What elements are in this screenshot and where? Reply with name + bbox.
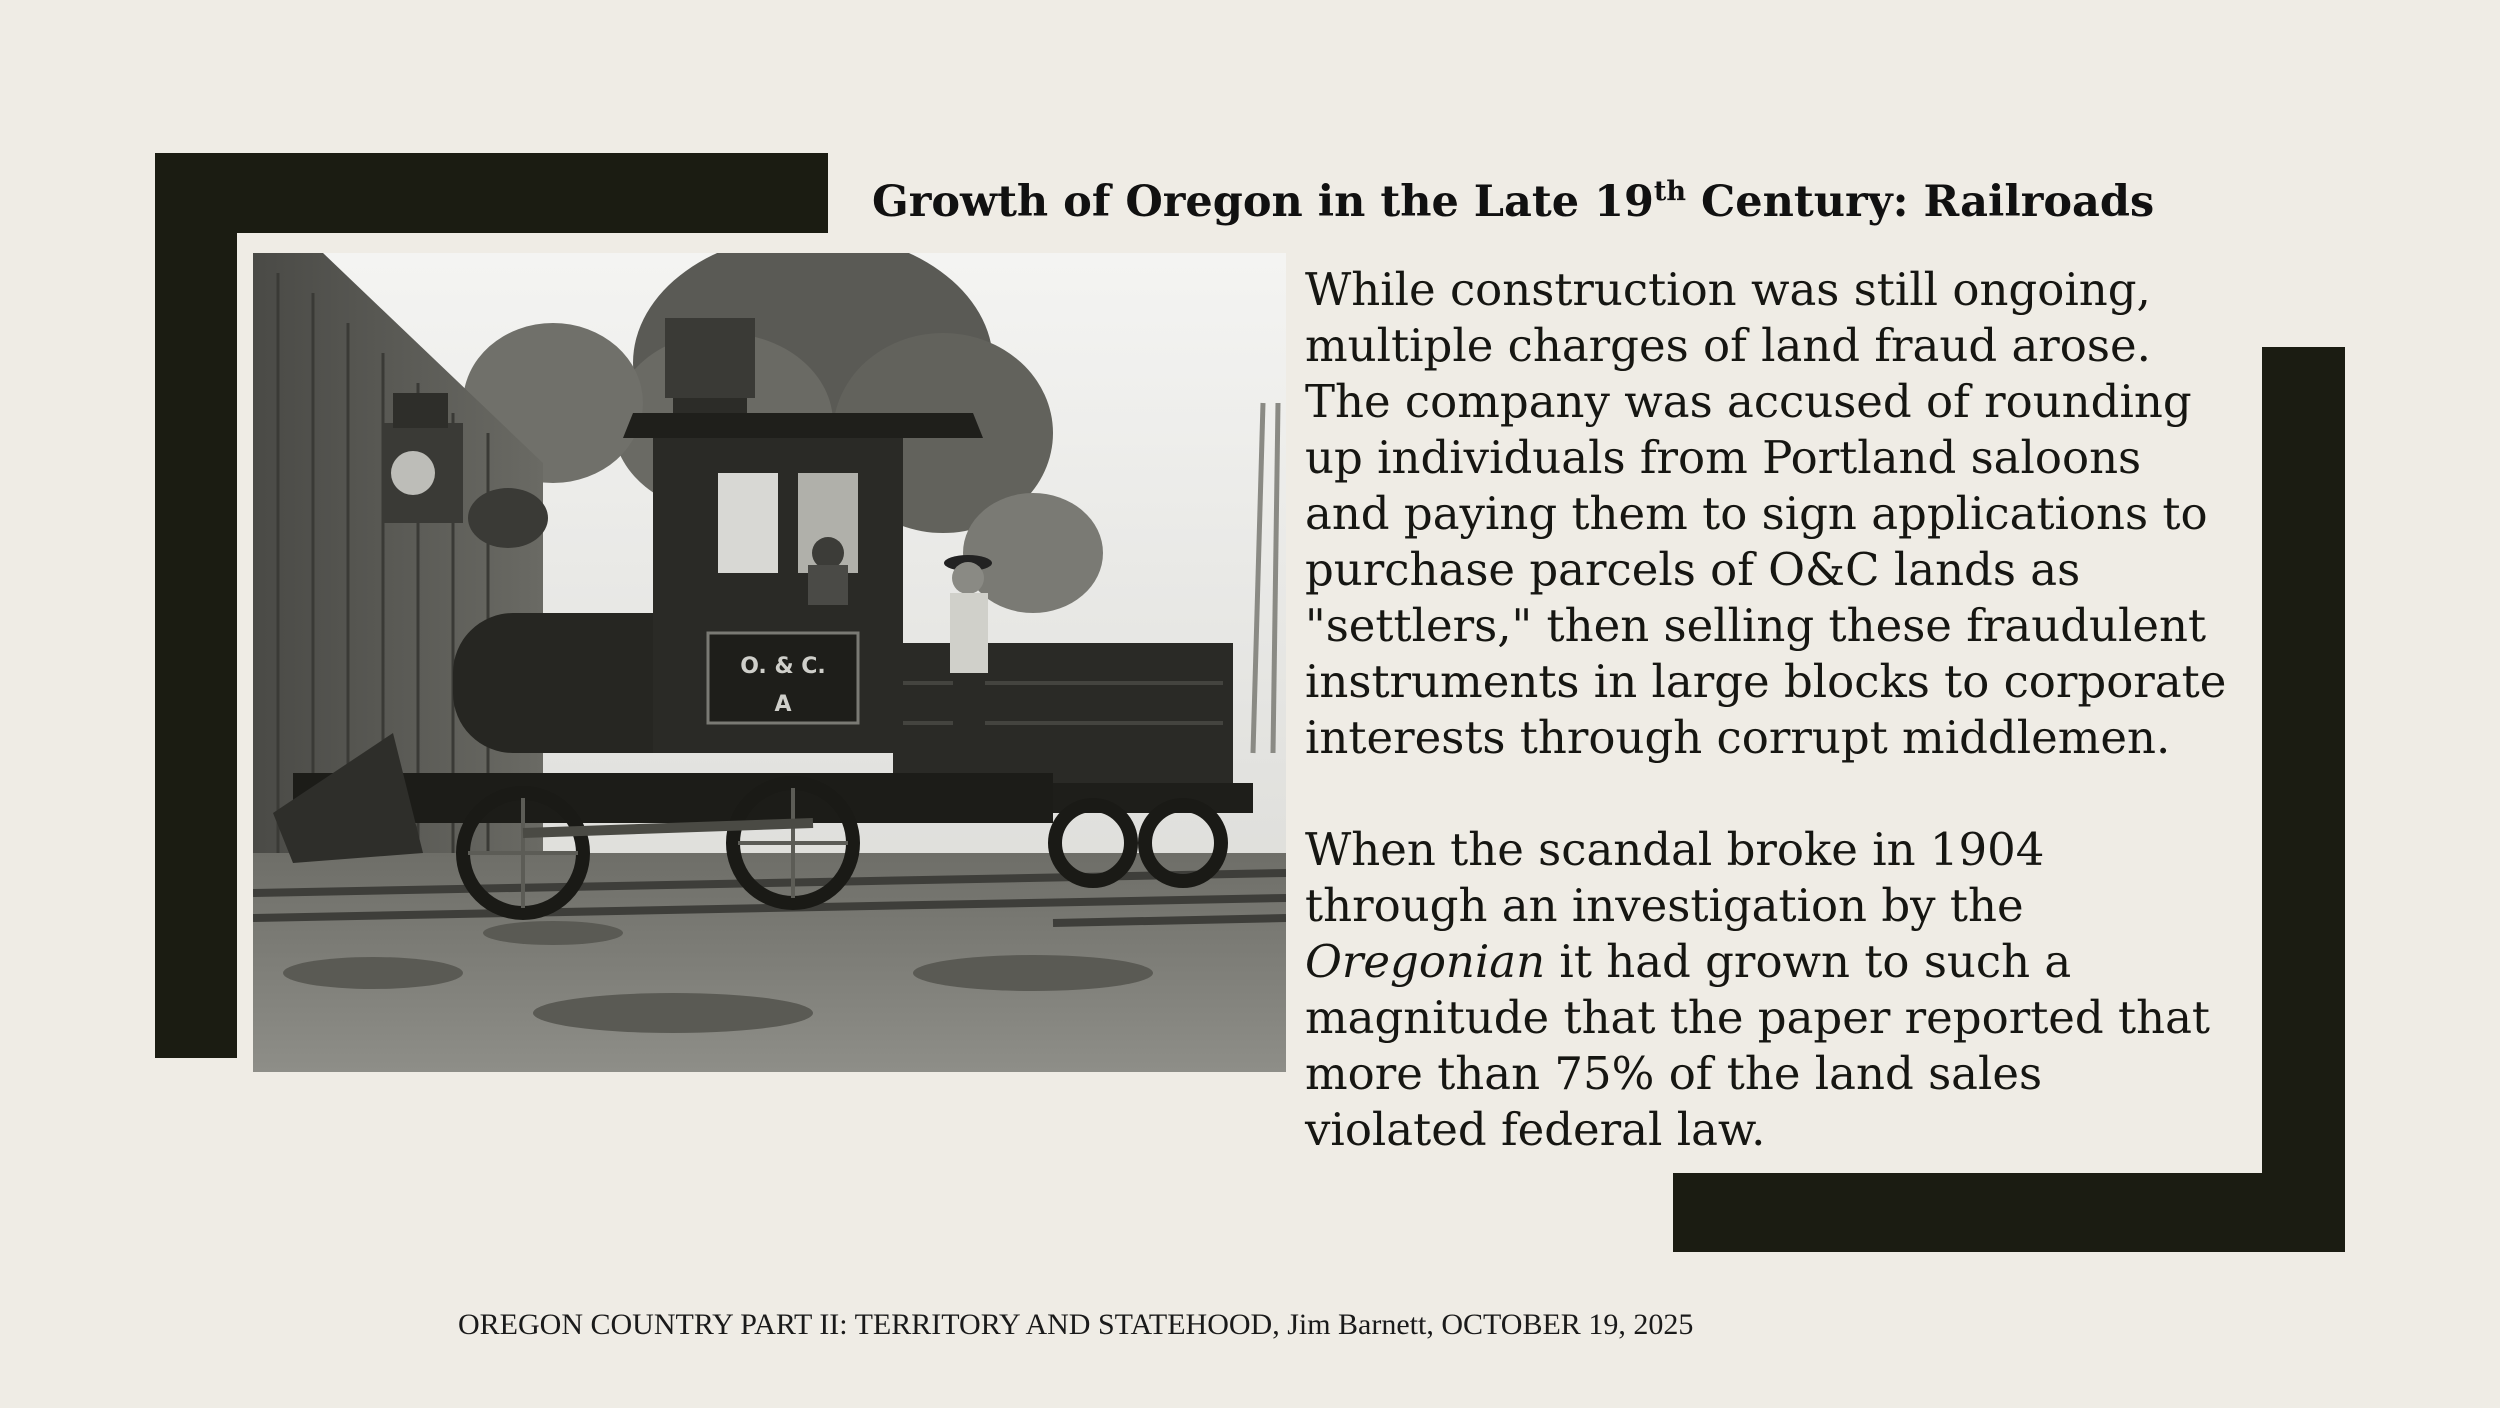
slide-footer: OREGON COUNTRY PART II: TERRITORY AND STATEHOOD, Jim Barnett, OCTOBER 19, 2025 (458, 1308, 1694, 1341)
decorative-bracket-top (155, 153, 828, 233)
paragraph-gap (1305, 766, 2255, 822)
text-line: more than 75% of the land sales (1305, 1047, 2043, 1100)
title-text-rest: Century: Railroads (1686, 177, 2155, 227)
text-line: While construction was still ongoing, (1305, 263, 2151, 316)
cab-label-line1: O. & C. (740, 654, 826, 679)
text-line: instruments in large blocks to corporate (1305, 655, 2227, 708)
paragraph-1 (1305, 262, 2255, 766)
text-line: The company was accused of rounding (1305, 375, 2192, 428)
locomotive-photo-icon (253, 253, 1286, 1072)
text-line: interests through corrupt middlemen. (1305, 711, 2171, 764)
newspaper-name: Oregonian (1305, 935, 1546, 988)
text-line (1305, 934, 2255, 990)
title-text: Growth of Oregon in the Late 19 (872, 177, 1654, 227)
text-line: "settlers," then selling these fraudulent (1305, 599, 2207, 652)
paragraph-2 (1305, 822, 2255, 1158)
text-line: through an investigation by the (1305, 879, 2024, 932)
text-line: up individuals from Portland saloons (1305, 431, 2142, 484)
text-line: purchase parcels of O&C lands as (1305, 543, 2081, 596)
text-fragment: it had grown to such a (1545, 935, 2072, 988)
text-line: magnitude that the paper reported that (1305, 991, 2211, 1044)
decorative-bracket-left (155, 153, 237, 1058)
text-line: multiple charges of land fraud arose. (1305, 319, 2151, 372)
text-line: When the scandal broke in 1904 (1305, 823, 2045, 876)
text-line: and paying them to sign applications to (1305, 487, 2208, 540)
locomotive-photo (253, 253, 1286, 1072)
title-superscript: th (1653, 176, 1687, 207)
decorative-bracket-right (2262, 347, 2345, 1252)
slide-title (872, 172, 2252, 232)
text-line: violated federal law. (1305, 1103, 1766, 1156)
decorative-bracket-bottom (1673, 1173, 2345, 1252)
body-text (1305, 262, 2255, 1158)
cab-label-line2: A (774, 692, 792, 717)
